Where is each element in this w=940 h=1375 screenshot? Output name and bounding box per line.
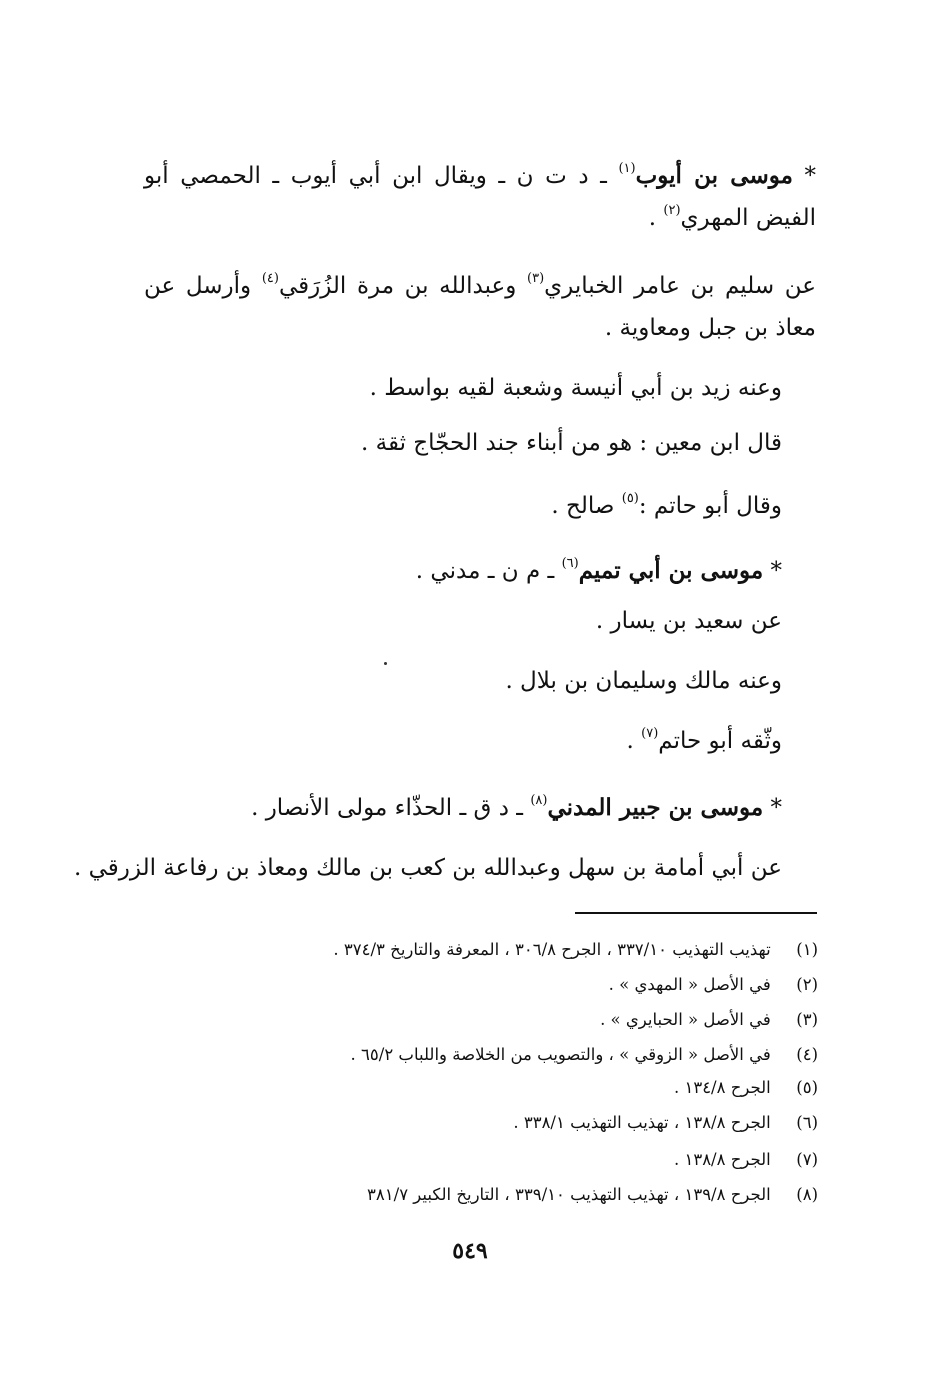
footnote bbox=[351, 1043, 818, 1067]
entry-paragraph bbox=[596, 605, 782, 637]
entry-marker: * bbox=[770, 558, 782, 584]
entry-text: . bbox=[648, 205, 657, 231]
entry-paragraph bbox=[361, 427, 782, 459]
footnote-ref: (٢) bbox=[663, 203, 681, 218]
print-speck bbox=[384, 662, 387, 665]
entry-text: الفيض المهري bbox=[680, 205, 816, 231]
footnote-text: في الأصل « الحبايري » . bbox=[600, 1010, 771, 1029]
entry-text: معاذ بن جبل ومعاوية . bbox=[604, 315, 816, 341]
entry-text: صالح . bbox=[551, 493, 615, 519]
page-number: ٥٤٩ bbox=[452, 1238, 488, 1264]
entry-text: وعبدالله بن مرة الزُرَقي bbox=[278, 273, 517, 299]
entry-name: موسى بن أبي تميم bbox=[578, 557, 764, 584]
footnote-ref: (٨) bbox=[530, 793, 548, 808]
entry-paragraph bbox=[627, 725, 782, 757]
footnote-number: (٨) bbox=[796, 1185, 818, 1204]
entry-name: موسى بن أيوب bbox=[635, 162, 793, 189]
footnote-text: الجرح ١٣٤/٨ . bbox=[673, 1078, 771, 1097]
footnote-number: (٧) bbox=[796, 1150, 818, 1169]
entry-paragraph bbox=[144, 270, 816, 302]
footnote bbox=[513, 1111, 818, 1135]
entry-text: وأرسل عن bbox=[144, 273, 252, 299]
footnote-ref: (٧) bbox=[641, 726, 659, 741]
footnote bbox=[674, 1148, 818, 1172]
entry-heading-musa-ibn-jubayr bbox=[251, 792, 782, 824]
entry-paragraph bbox=[74, 852, 782, 884]
footnote-text: في الأصل « المهدي » . bbox=[608, 975, 771, 994]
footnote-text: تهذيب التهذيب ٣٣٧/١٠ ، الجرح ٣٠٦/٨ ، المعرفة والتاريخ ٣٧٤/٣ . bbox=[333, 940, 771, 959]
entry-text: . bbox=[626, 728, 634, 754]
footnote-ref: (٣) bbox=[527, 271, 545, 286]
footnote-number: (١) bbox=[796, 940, 818, 959]
entry-text-line bbox=[649, 202, 816, 234]
footnote-text: الجرح ١٣٨/٨ . bbox=[673, 1150, 771, 1169]
entry-text: ـ د ق ـ الحذّاء مولى الأنصار . bbox=[251, 795, 524, 821]
footnote-ref: (٤) bbox=[261, 271, 279, 286]
footnote-text: الجرح ١٣٨/٨ ، تهذيب التهذيب ٣٣٨/١ . bbox=[513, 1113, 771, 1132]
footnote-number: (٦) bbox=[796, 1113, 818, 1132]
entry-text-line bbox=[605, 312, 816, 344]
entry-text: وعنه مالك وسليمان بن بلال . bbox=[505, 668, 782, 694]
entry-text: وقال أبو حاتم : bbox=[638, 493, 782, 519]
footnote-number: (٤) bbox=[796, 1045, 818, 1064]
entry-text: ـ م ن ـ مدني . bbox=[415, 558, 555, 584]
entry-text: عن سليم بن عامر الخبايري bbox=[544, 273, 816, 299]
footnote-number: (٥) bbox=[796, 1078, 818, 1097]
entry-text: ـ د ت ن ـ ويقال ابن أبي أيوب ـ الحمصي أبو bbox=[144, 163, 607, 189]
footnote-ref: (٥) bbox=[621, 491, 639, 506]
entry-text: عن أبي أمامة بن سهل وعبدالله بن كعب بن مالك ومعاذ بن رفاعة الزرقي . bbox=[74, 855, 782, 881]
entry-paragraph bbox=[370, 372, 782, 404]
footnote bbox=[674, 1076, 818, 1100]
footnote bbox=[600, 1008, 818, 1032]
entry-text: وعنه زيد بن أبي أنيسة وشعبة لقيه بواسط . bbox=[369, 375, 782, 401]
entry-heading-musa-ibn-abi-tamim bbox=[416, 555, 782, 587]
entry-name: موسى بن جبير المدني bbox=[547, 794, 764, 821]
entry-text: عن سعيد بن يسار . bbox=[595, 608, 782, 634]
footnote bbox=[609, 973, 818, 997]
footnote-ref: (٦) bbox=[561, 556, 579, 571]
footnote-separator bbox=[575, 912, 817, 914]
entry-paragraph bbox=[551, 490, 782, 522]
entry-text: وثّقه أبو حاتم bbox=[658, 728, 782, 754]
footnote-number: (٣) bbox=[796, 1010, 818, 1029]
footnote bbox=[367, 1183, 818, 1207]
entry-heading-musa-ibn-ayyub bbox=[144, 160, 816, 192]
entry-marker: * bbox=[804, 163, 817, 189]
footnote-text: الجرح ١٣٩/٨ ، تهذيب التهذيب ٣٣٩/١٠ ، التاريخ الكبير ٣٨١/٧ bbox=[367, 1185, 771, 1204]
footnote-ref: (١) bbox=[618, 161, 636, 176]
entry-text: قال ابن معين : هو من أبناء جند الحجّاج ثقة . bbox=[361, 430, 782, 456]
footnote bbox=[333, 938, 818, 962]
footnote-text: في الأصل « الزوقي » ، والتصويب من الخلاصة واللباب ٦٥/٢ . bbox=[350, 1045, 771, 1064]
entry-marker: * bbox=[770, 795, 782, 821]
footnote-number: (٢) bbox=[796, 975, 818, 994]
entry-paragraph bbox=[505, 665, 782, 697]
